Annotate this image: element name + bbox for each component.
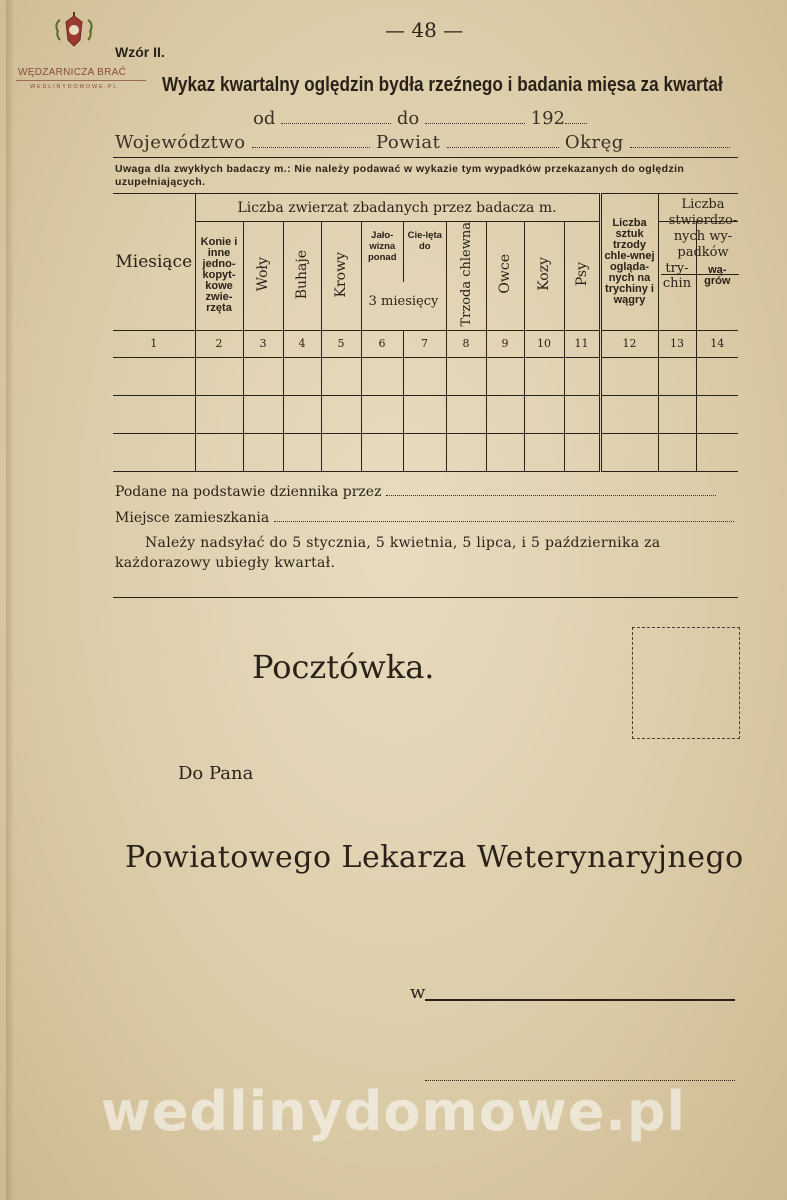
table-cell[interactable]: [321, 395, 361, 433]
period-from-field[interactable]: [281, 109, 391, 124]
col-num-8: 8: [446, 330, 486, 357]
district-field[interactable]: [630, 133, 730, 148]
col-trichina: try-chin: [658, 222, 696, 331]
postcard-heading: Pocztówka.: [252, 648, 435, 686]
three-months: 3 miesięcy: [368, 294, 439, 309]
header-rule: [113, 157, 738, 158]
col-dogs: [564, 222, 600, 331]
col-oxen-label: Woły: [255, 257, 271, 292]
note-label: Uwaga dla zwykłych badaczy m.:: [115, 163, 291, 175]
table-cell[interactable]: [113, 395, 195, 433]
col-num-11: 11: [564, 330, 600, 357]
col-num-4: 4: [283, 330, 321, 357]
table-cell[interactable]: [524, 433, 564, 471]
col-num-7: 7: [403, 330, 446, 357]
col-num-9: 9: [486, 330, 524, 357]
col-dogs-label: Psy: [573, 262, 590, 287]
table-cell[interactable]: [696, 433, 738, 471]
residence-line: [115, 507, 734, 526]
table-cell[interactable]: [658, 357, 696, 395]
address-field[interactable]: [425, 999, 735, 1001]
col-num-1: 1: [113, 330, 195, 357]
table-row: [113, 357, 738, 395]
table-cell[interactable]: [283, 433, 321, 471]
table-cell[interactable]: [113, 357, 195, 395]
county-label: Powiat: [376, 132, 441, 153]
col-bulls: [283, 222, 321, 331]
table-cell[interactable]: [446, 357, 486, 395]
col-calves: Cie-lęta do: [407, 230, 442, 252]
table-cell[interactable]: [696, 395, 738, 433]
deadline-text: Należy nadsyłać do 5 stycznia, 5 kwietnia, 5 lipca, i 5 października za każdorazowy ubiegły kwartał.: [115, 535, 661, 571]
table-cell[interactable]: [524, 395, 564, 433]
table-cell[interactable]: [403, 433, 446, 471]
form-title: Wykaz kwartalny oględzin bydła rzeźnego i badania mięsa za kwartał: [162, 74, 723, 96]
col-num-5: 5: [321, 330, 361, 357]
table-cell[interactable]: [564, 433, 600, 471]
table-cell[interactable]: [195, 395, 243, 433]
table-cell[interactable]: [195, 433, 243, 471]
table-cell[interactable]: [486, 433, 524, 471]
table-cell[interactable]: [600, 357, 658, 395]
district-label: Okręg: [564, 132, 624, 153]
col-num-6: 6: [361, 330, 403, 357]
col-goats: [524, 222, 564, 331]
table-cell[interactable]: [564, 395, 600, 433]
table-cell[interactable]: [446, 395, 486, 433]
col-num-2: 2: [195, 330, 243, 357]
col-months: Miesiące: [113, 194, 195, 331]
brand-divider: [16, 80, 146, 81]
table-cell[interactable]: [486, 357, 524, 395]
col-heifers-calves: [361, 222, 446, 331]
col-num-14: 14: [696, 330, 738, 357]
period-year-field[interactable]: [565, 109, 587, 124]
watermark-text: wedlinydomowe.pl: [100, 1080, 687, 1143]
col-bulls-label: Buhaje: [294, 249, 310, 299]
col-heifers: Jało-wizna ponad: [362, 222, 405, 282]
table-cell[interactable]: [361, 395, 403, 433]
col-oxen: [243, 222, 283, 331]
table-cell[interactable]: [446, 433, 486, 471]
col-horses: Konie i inne jedno-kopyt-kowe zwie-rzęta: [195, 222, 243, 331]
brand-site: WEDLINYDOMOWE.PL: [30, 84, 119, 90]
period-line: [253, 108, 587, 129]
address-in-label: w: [410, 982, 426, 1003]
table-cell[interactable]: [283, 357, 321, 395]
form-label: Wzór II.: [115, 44, 165, 60]
col-sheep: [486, 222, 524, 331]
period-to-label: do: [396, 108, 420, 129]
reported-by-line: [115, 481, 716, 500]
table-cell[interactable]: [283, 395, 321, 433]
column-numbers-row: [113, 330, 738, 357]
table-cell[interactable]: [696, 357, 738, 395]
period-from-label: od: [253, 108, 276, 129]
inspection-table: [113, 193, 738, 472]
table-cell[interactable]: [243, 395, 283, 433]
brand-logo-icon: [52, 10, 96, 60]
reported-by-label: Podane na podstawie dziennika przez: [115, 484, 382, 500]
table-cell[interactable]: [600, 395, 658, 433]
table-cell[interactable]: [243, 357, 283, 395]
reported-by-field[interactable]: [386, 481, 716, 496]
table-row: [113, 395, 738, 433]
table-row: [113, 433, 738, 471]
table-cell[interactable]: [321, 433, 361, 471]
table-cell[interactable]: [403, 395, 446, 433]
col-goats-label: Kozy: [536, 257, 552, 292]
table-cell[interactable]: [403, 357, 446, 395]
col-num-13: 13: [658, 330, 696, 357]
col-pigs-inspected: Liczba sztuk trzody chle-wnej ogląda-nych na trychiny i wągry: [600, 194, 658, 331]
col-pigs-label: Trzoda chlewna: [458, 222, 474, 327]
voivodeship-label: Województwo: [115, 132, 246, 153]
col-cows-label: Krowy: [333, 251, 349, 297]
table-cell[interactable]: [486, 395, 524, 433]
table-cell[interactable]: [361, 357, 403, 395]
table-cell[interactable]: [658, 433, 696, 471]
col-num-3: 3: [243, 330, 283, 357]
cases-subrule: [661, 274, 739, 275]
group-cases-label: Liczba stwierdzo-nych wy-padków: [668, 197, 738, 260]
residence-field[interactable]: [274, 507, 734, 522]
page-number: — 48 —: [385, 18, 464, 42]
col-pigs: [446, 222, 486, 331]
col-num-12: 12: [600, 330, 658, 357]
to-sir-label: Do Pana: [178, 763, 254, 784]
table-cell[interactable]: [524, 357, 564, 395]
voivodeship-field[interactable]: [252, 133, 370, 148]
col-num-10: 10: [524, 330, 564, 357]
brand-name: WĘDZARNICZA BRAĆ: [18, 67, 127, 78]
residence-label: Miejsce zamieszkania: [115, 510, 270, 526]
table-cell[interactable]: [113, 433, 195, 471]
table-cell[interactable]: [361, 433, 403, 471]
county-field[interactable]: [447, 133, 559, 148]
table-cell[interactable]: [564, 357, 600, 395]
table-cell[interactable]: [321, 357, 361, 395]
col-cysticercus: wą-grów: [696, 222, 738, 331]
section-rule: [113, 597, 738, 598]
table-cell[interactable]: [243, 433, 283, 471]
region-line: [115, 132, 730, 153]
period-year-label: 192: [530, 108, 566, 129]
table-cell[interactable]: [600, 433, 658, 471]
page-spine-shadow: [6, 0, 14, 1200]
group-animals: Liczba zwierzat zbadanych przez badacza m.: [195, 194, 600, 222]
note-text: Nie należy podawać w wykazie tym wypadków przekazanych do oględzin uzupełniających.: [115, 163, 685, 188]
note: [115, 163, 740, 189]
period-to-field[interactable]: [425, 109, 525, 124]
col-sheep-label: Owce: [497, 254, 513, 295]
recipient-title: Powiatowego Lekarza Weterynaryjnego: [125, 840, 744, 875]
table-cell[interactable]: [195, 357, 243, 395]
table-cell[interactable]: [658, 395, 696, 433]
col-cows: [321, 222, 361, 331]
stamp-box: [632, 627, 740, 739]
